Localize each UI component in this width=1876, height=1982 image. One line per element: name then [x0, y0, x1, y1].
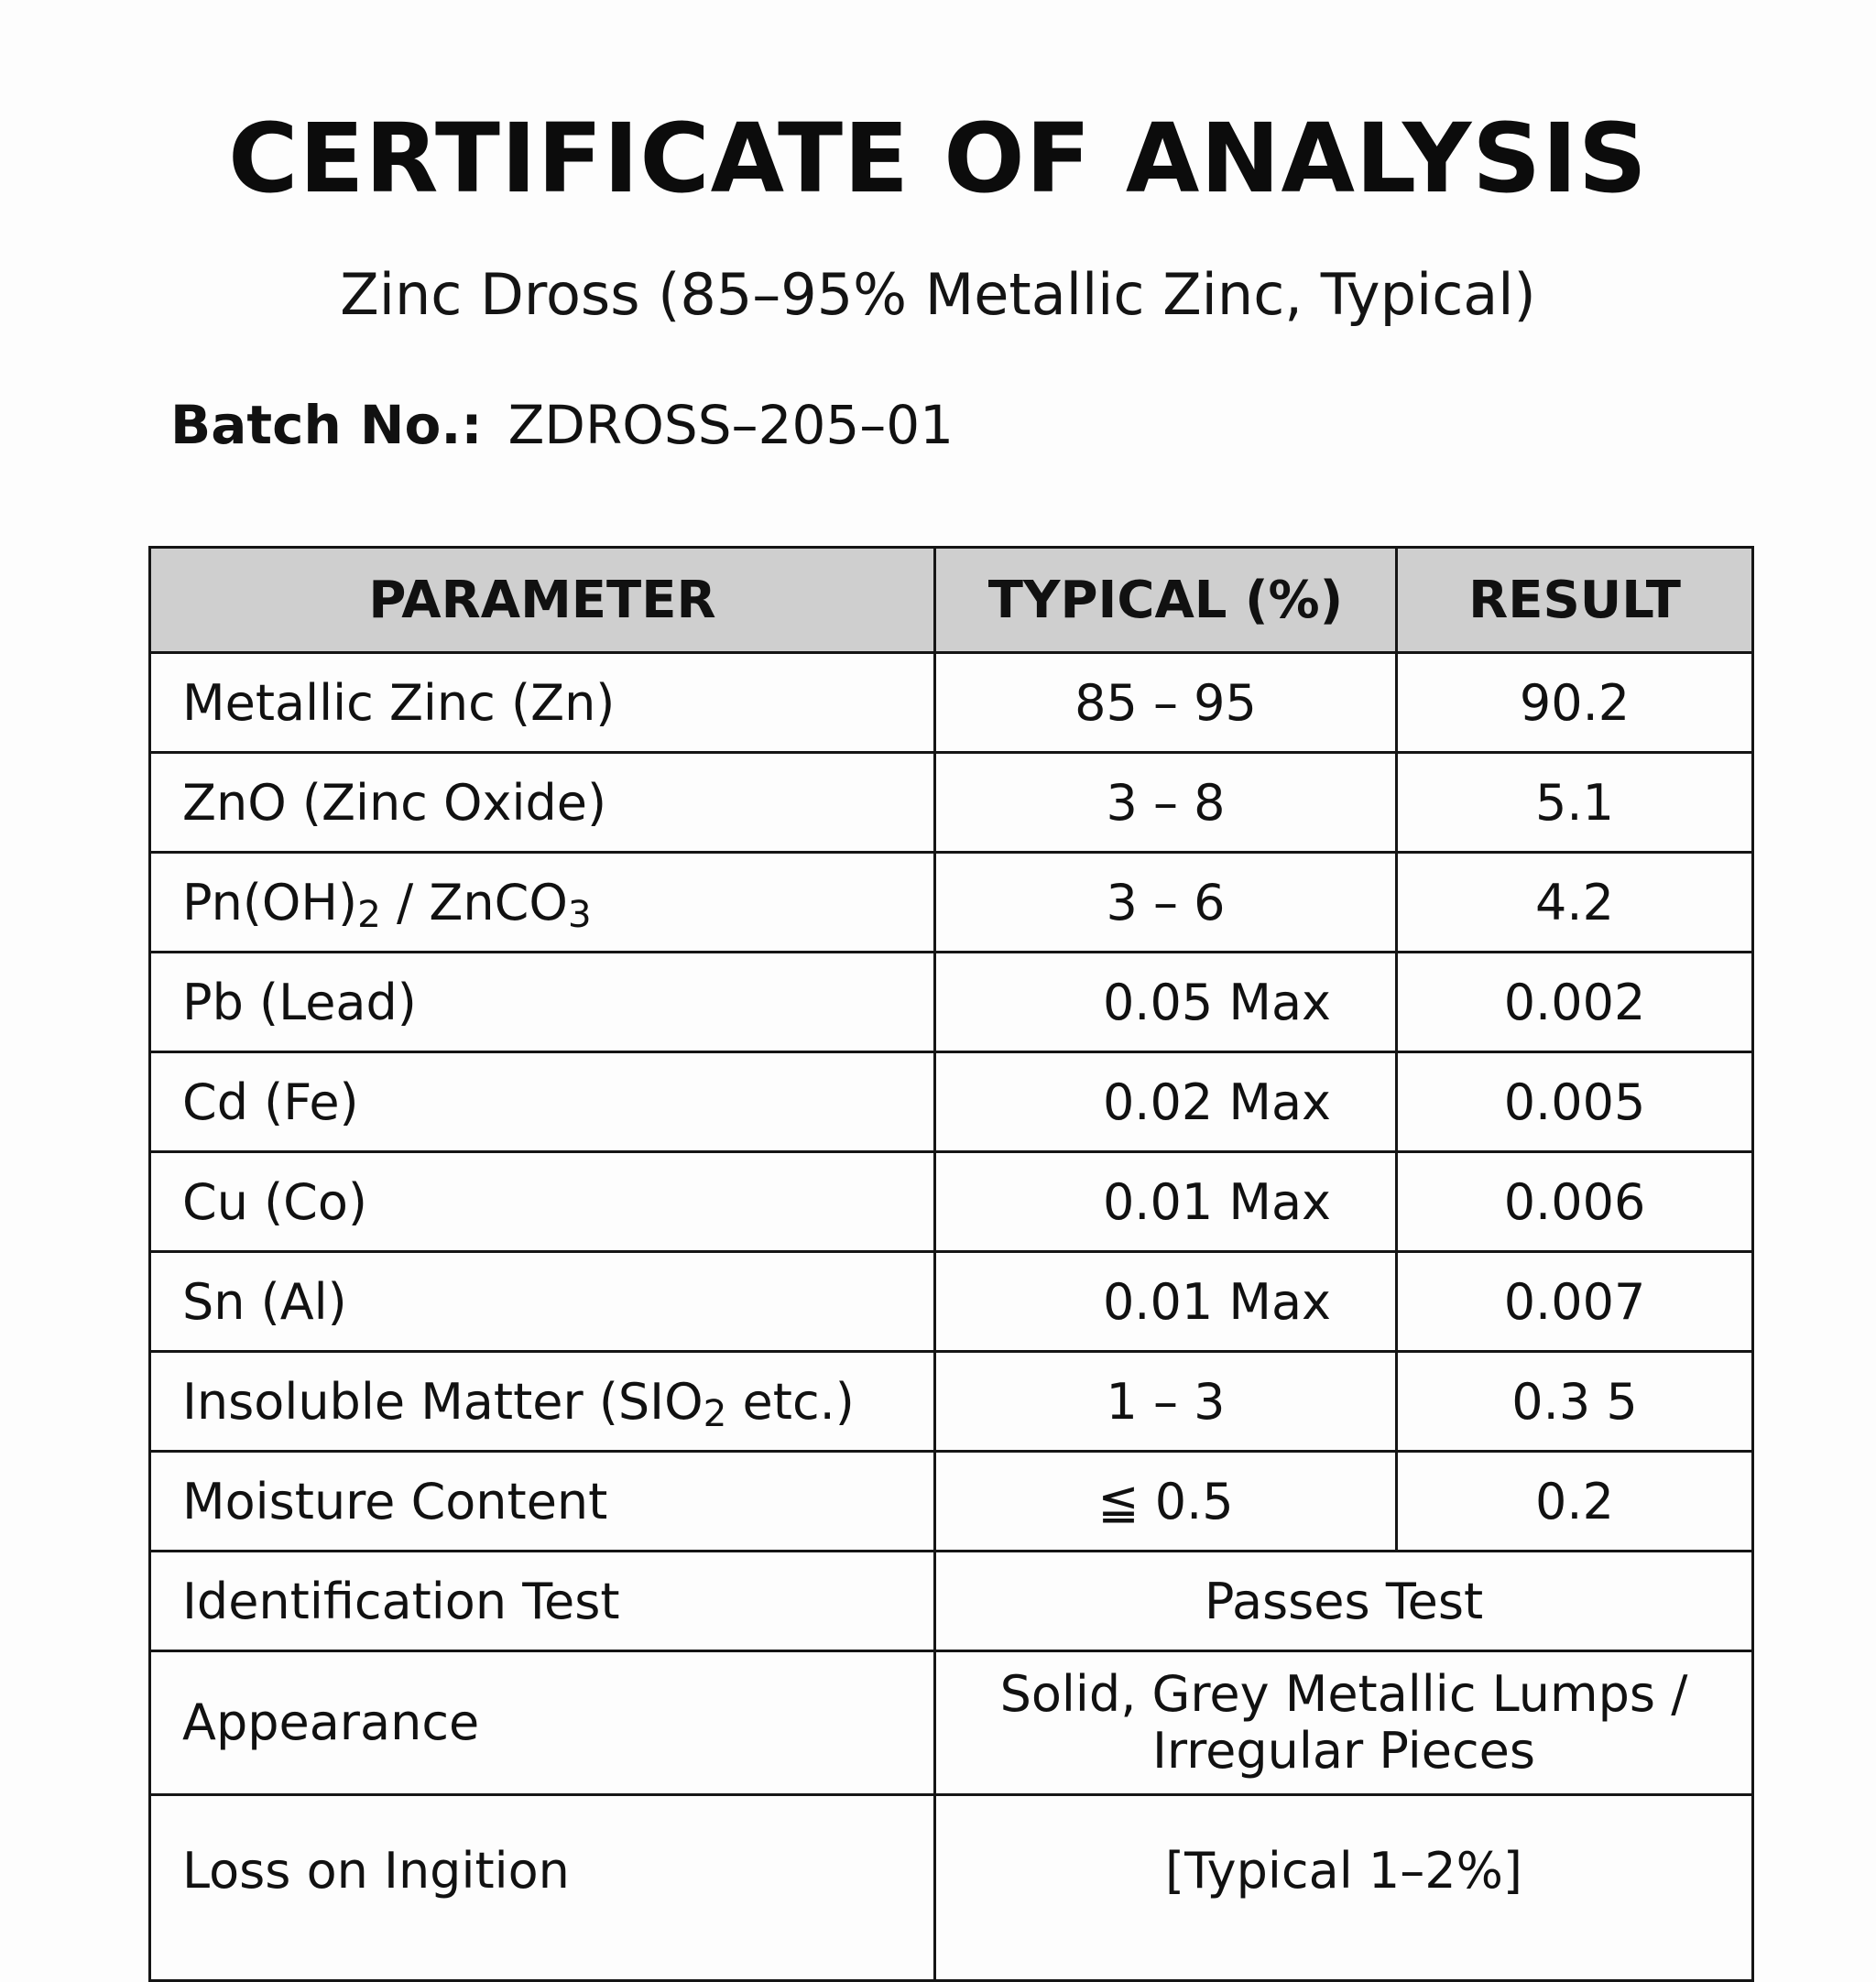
parameter-text: Pn(OH)	[182, 873, 358, 931]
result-cell: 0.3 5	[1397, 1352, 1753, 1452]
subscript: 3	[567, 891, 592, 936]
parameter-text: / ZnCO	[380, 873, 568, 931]
table-row	[150, 653, 1753, 753]
document-subtitle: Zinc Dross (85–95% Metallic Zinc, Typical)	[340, 261, 1536, 328]
parameter-cell: Identification Test	[150, 1552, 935, 1651]
table-row	[150, 1352, 1753, 1452]
typical-cell: 85 – 95	[935, 653, 1397, 753]
header-typical: TYPICAL (%)	[935, 548, 1397, 653]
value-cell	[935, 1651, 1753, 1795]
result-cell: 5.1	[1397, 753, 1753, 853]
table-row	[150, 753, 1753, 853]
parameter-cell: Pb (Lead)	[150, 953, 935, 1052]
result-cell: 4.2	[1397, 853, 1753, 953]
result-cell: 0.007	[1397, 1252, 1753, 1352]
table-header-row	[150, 548, 1753, 653]
result-cell: 0.2	[1397, 1452, 1753, 1552]
subscript: 2	[357, 891, 381, 936]
result-cell: 0.006	[1397, 1152, 1753, 1252]
result-cell: 0.005	[1397, 1052, 1753, 1152]
batch-label: Batch No.:	[170, 394, 483, 456]
parameter-cell: Appearance	[150, 1651, 935, 1795]
value-line: Irregular Pieces	[1151, 1722, 1536, 1780]
typical-cell: 0.02 Max	[935, 1052, 1397, 1152]
parameter-cell: Loss on Ingition	[150, 1795, 935, 1981]
result-cell: 0.002	[1397, 953, 1753, 1052]
value-line: Solid, Grey Metallic Lumps /	[999, 1665, 1688, 1723]
typical-cell: 3 – 8	[935, 753, 1397, 853]
table-row	[150, 1052, 1753, 1152]
table-row-merged	[150, 1651, 1753, 1795]
table-row-merged	[150, 1552, 1753, 1651]
header-parameter: PARAMETER	[150, 548, 935, 653]
table-row-merged	[150, 1795, 1753, 1981]
result-cell: 90.2	[1397, 653, 1753, 753]
value-cell: [Typical 1–2%]	[935, 1795, 1753, 1981]
parameter-cell	[150, 1352, 935, 1452]
batch-number	[170, 392, 954, 458]
parameter-cell	[150, 853, 935, 953]
parameter-cell: Cd (Fe)	[150, 1052, 935, 1152]
batch-value: ZDROSS–205–01	[507, 394, 954, 456]
table-row	[150, 1152, 1753, 1252]
typical-cell: 0.01 Max	[935, 1152, 1397, 1252]
document-title: CERTIFICATE OF ANALYSIS	[228, 103, 1648, 214]
parameter-cell: Cu (Co)	[150, 1152, 935, 1252]
typical-cell: 3 – 6	[935, 853, 1397, 953]
header-result: RESULT	[1397, 548, 1753, 653]
parameter-cell: Sn (Al)	[150, 1252, 935, 1352]
table-row	[150, 1452, 1753, 1552]
analysis-table	[148, 546, 1754, 1982]
parameter-text: Insoluble Matter (SIO	[182, 1372, 704, 1431]
typical-cell: 0.01 Max	[935, 1252, 1397, 1352]
typical-cell: 1 – 3	[935, 1352, 1397, 1452]
typical-cell: ≦ 0.5	[935, 1452, 1397, 1552]
table-row	[150, 953, 1753, 1052]
parameter-cell: ZnO (Zinc Oxide)	[150, 753, 935, 853]
parameter-cell: Metallic Zinc (Zn)	[150, 653, 935, 753]
table-row	[150, 853, 1753, 953]
parameter-cell: Moisture Content	[150, 1452, 935, 1552]
parameter-text: etc.)	[726, 1372, 855, 1431]
table-row	[150, 1252, 1753, 1352]
subscript: 2	[703, 1390, 727, 1435]
typical-cell: 0.05 Max	[935, 953, 1397, 1052]
value-cell: Passes Test	[935, 1552, 1753, 1651]
